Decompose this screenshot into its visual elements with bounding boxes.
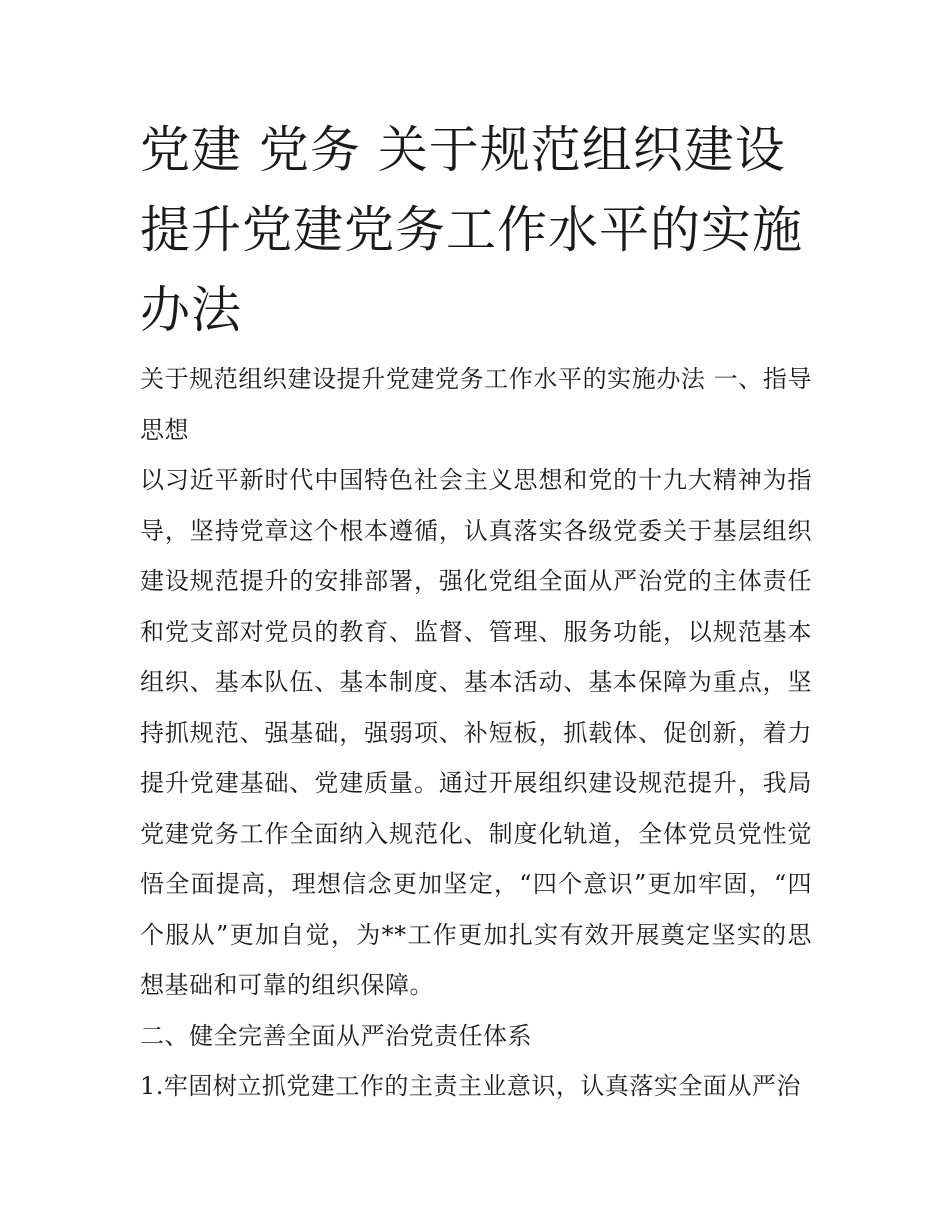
item-one-paragraph: 1.牢固树立抓党建工作的主责主业意识，认真落实全面从严治 (140, 1072, 801, 1100)
document-body (140, 354, 812, 1112)
section-two-heading: 二、健全完善全面从严治党责任体系 (140, 1021, 532, 1050)
intro-heading-paragraph: 关于规范组织建设提升党建党务工作水平的实施办法 一、指导思想 (140, 365, 812, 444)
document-title: 党建 党务 关于规范组织建设提升党建党务工作水平的实施办法 (140, 121, 803, 339)
guiding-ideology-paragraph: 以习近平新时代中国特色社会主义思想和党的十九大精神为指导，坚持党章这个根本遵循，认真落实各级党委关于基层组织建设规范提升的安排部署，强化党组全面从严治党的主体责任和党支部对党员的教育、监督、管理、服务功能，以规范基本组织、基本队伍、基本制度、基本活动、基本保障为重点，坚持抓规范、强基础，强弱项、补短板，抓载体、促创新，着力提升党建基础、党建质量。通过开展组织建设规范提升，我局党建党务工作全面纳入规范化、制度化轨道，全体党员党性觉悟全面提高，理想信念更加坚定，“四个意识”更加牢固，“四个服从”更加自觉，为**工作更加扎实有效开展奠定坚实的思想基础和可靠的组织保障。 (140, 466, 812, 999)
